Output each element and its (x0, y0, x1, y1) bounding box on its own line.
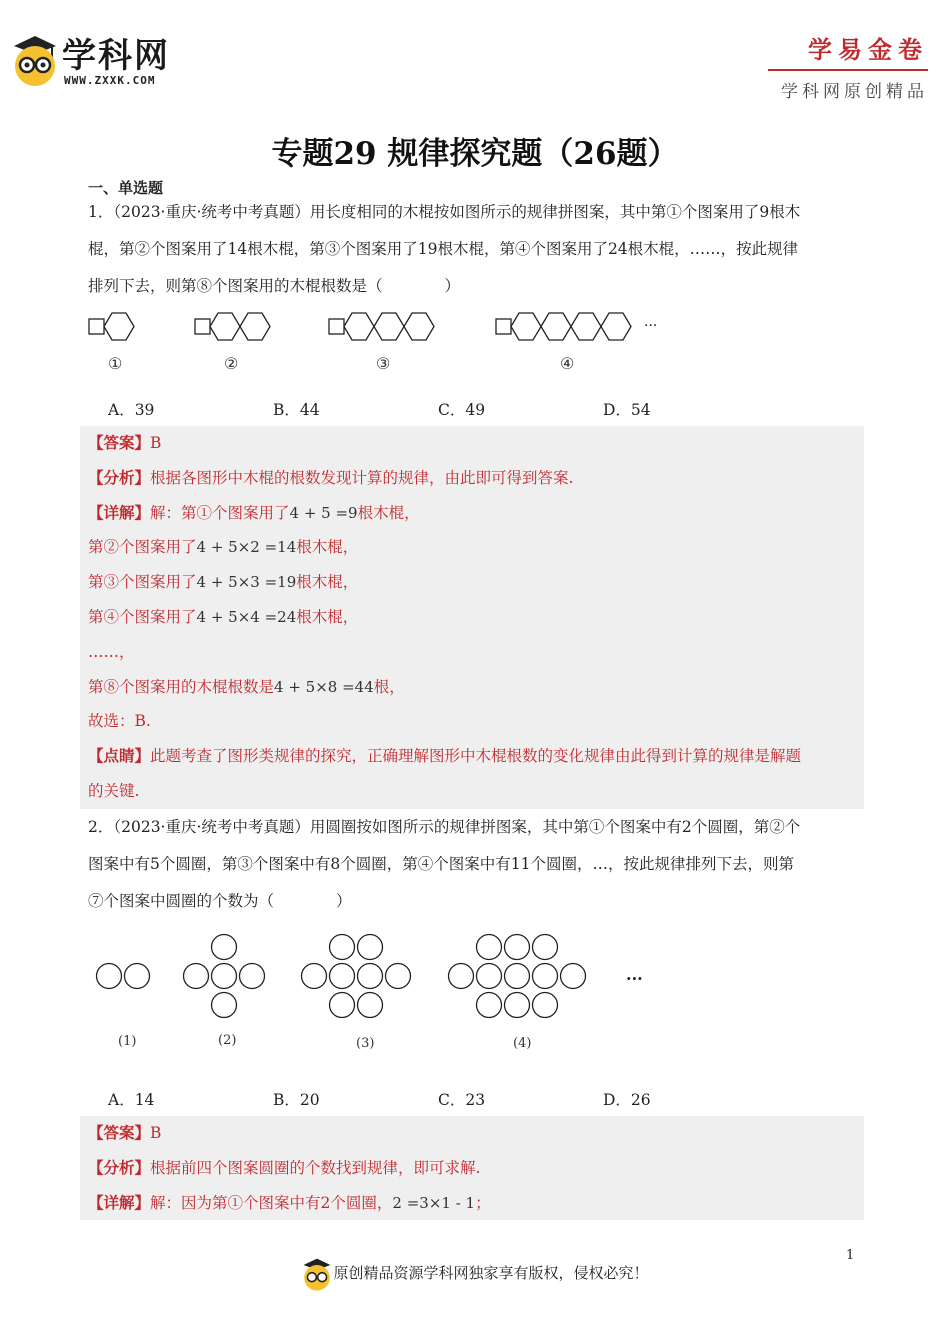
brand-divider (768, 69, 928, 71)
figure-2-ellipsis: ··· (626, 969, 643, 988)
figure-2-label-2: (2) (218, 1033, 237, 1048)
math-expression: 4 + 5×4 =24 (196, 607, 297, 626)
option-d: D．54 (603, 401, 651, 419)
point-tag: 【点睛】 (88, 746, 151, 766)
answer-tag: 【答案】 (88, 1123, 151, 1142)
pattern-2 (195, 313, 270, 340)
page-number: 1 (846, 1248, 855, 1263)
answer-block-1 (80, 426, 864, 809)
unit-text: 根木棍， (296, 573, 359, 592)
unit-text: 根， (373, 677, 405, 696)
pattern-4 (449, 935, 586, 1018)
point-text: 此题考查了图形类规律的探究，正确理解图形中木棍根数的变化规律由此得到计算的规律是解题 (150, 747, 802, 766)
pattern-2 (184, 935, 265, 1018)
math-expression: 4 + 5×3 =19 (196, 573, 297, 592)
analysis-tag: 【分析】 (88, 1157, 151, 1177)
pattern-3 (302, 935, 411, 1018)
figure-2-label-1: (1) (118, 1034, 137, 1049)
brand-title: 学易金卷 (808, 35, 928, 64)
answer-tag: 【答案】 (88, 433, 151, 452)
answer-line (80, 1116, 864, 1151)
logo-text: 学科网 (62, 36, 170, 76)
detail-text: 解：因为第①个图案中有2个圆圈， (150, 1193, 393, 1212)
figure-1-label-2: ② (224, 354, 239, 373)
option-b: B．20 (273, 1091, 320, 1109)
unit-text: 根木棍， (296, 607, 359, 626)
answer-value: B (150, 434, 162, 452)
analysis-tag: 【分析】 (88, 467, 151, 487)
question-1-options (108, 398, 848, 420)
detail-line-8 (80, 670, 864, 705)
answer-value: B (150, 1124, 162, 1142)
footer-mascot-icon (301, 1256, 333, 1292)
footer-text: 原创精品资源学科网独家享有版权，侵权必究！ (333, 1264, 649, 1282)
math-expression: 2 =3×1 - 1 (392, 1193, 476, 1212)
question-1-line-1: 1．（2023·重庆·统考中考真题）用长度相同的木棍按如图所示的规律拼图案，其中第①个图案用了9根木 (88, 203, 801, 221)
figure-1-label-4: ④ (560, 354, 575, 373)
question-1-line-2: 棍，第②个图案用了14根木棍，第③个图案用了19根木棍，第④个图案用了24根木棍，……，按此规律 (88, 240, 799, 258)
option-a: A．14 (108, 1091, 155, 1109)
pattern-4 (496, 313, 631, 340)
option-b: B．44 (273, 401, 320, 419)
detail-dots: ……， (88, 642, 135, 661)
question-1 (88, 194, 864, 305)
detail-line-4 (80, 600, 864, 635)
question-1-line-3: 排列下去，则第⑧个图案用的木棍根数是（ ） (88, 277, 461, 295)
detail-text: 第④个图案用了 (88, 607, 197, 626)
detail-text: 第⑧个图案用的木棍根数是 (88, 677, 275, 696)
option-d: D．26 (603, 1091, 651, 1109)
detail-line-3 (80, 565, 864, 600)
question-2-options (108, 1088, 848, 1110)
math-expression: 4 + 5×2 =14 (196, 538, 297, 557)
logo-mascot-icon (10, 32, 60, 88)
analysis-line (80, 461, 864, 496)
brand (768, 30, 928, 102)
detail-text: 解：第①个图案用了 (150, 503, 290, 522)
point-line-2: 的关键. (88, 781, 140, 800)
point-line (80, 739, 864, 774)
option-a: A．39 (108, 401, 155, 419)
question-2-line-2: 图案中有5个圆圈，第③个图案中有8个圆圈，第④个图案中有11个圆圈，…，按此规律排列下去，则第 (88, 855, 794, 873)
answer-line (80, 426, 864, 461)
question-2-figure (84, 926, 664, 1056)
figure-1-ellipsis: ··· (644, 318, 658, 334)
pattern-1 (89, 313, 134, 340)
detail-tail: ； (475, 1193, 491, 1212)
section-heading: 一、单选题 (88, 179, 164, 197)
detail-line-2 (80, 530, 864, 565)
figure-1-label-1: ① (108, 354, 123, 373)
pattern-3 (329, 313, 434, 340)
detail-tag: 【详解】 (88, 1192, 151, 1212)
option-c: C．23 (438, 1091, 486, 1109)
pattern-1 (97, 964, 150, 989)
detail-tag: 【详解】 (88, 502, 151, 522)
figure-2-label-4: (4) (513, 1036, 532, 1051)
figure-2-label-3: (3) (356, 1036, 375, 1051)
math-expression: 4 + 5×8 =44 (274, 677, 374, 696)
math-expression: 4 + 5 =9 (289, 503, 358, 522)
detail-line (80, 496, 864, 531)
brand-subtitle: 学科网原创精品 (781, 82, 928, 102)
figure-1-label-3: ③ (376, 354, 391, 373)
question-2 (88, 809, 864, 920)
question-2-line-3: ⑦个图案中圆圈的个数为（ ） (88, 892, 352, 910)
unit-text: 根木棍， (357, 503, 420, 522)
analysis-text: 根据前四个图案圆圈的个数找到规律，即可求解. (150, 1158, 481, 1177)
page-title: 专题29 规律探究题（26题） (271, 136, 679, 172)
question-2-line-1: 2．（2023·重庆·统考中考真题）用圆圈按如图所示的规律拼图案，其中第①个图案中有2个圆圈，第②个 (88, 818, 801, 836)
analysis-line (80, 1151, 864, 1186)
detail-text: 第③个图案用了 (88, 573, 197, 592)
question-1-figure (84, 306, 684, 386)
detail-text: 第②个图案用了 (88, 538, 197, 557)
answer-block-2 (80, 1116, 864, 1220)
logo-url: WWW.ZXXK.COM (64, 74, 156, 87)
footer (0, 1256, 950, 1292)
analysis-text: 根据各图形中木棍的根数发现计算的规律，由此即可得到答案. (150, 468, 574, 487)
option-c: C．49 (438, 401, 486, 419)
unit-text: 根木棍， (296, 538, 359, 557)
detail-line (80, 1186, 864, 1221)
choose-line: 故选：B. (88, 712, 151, 731)
